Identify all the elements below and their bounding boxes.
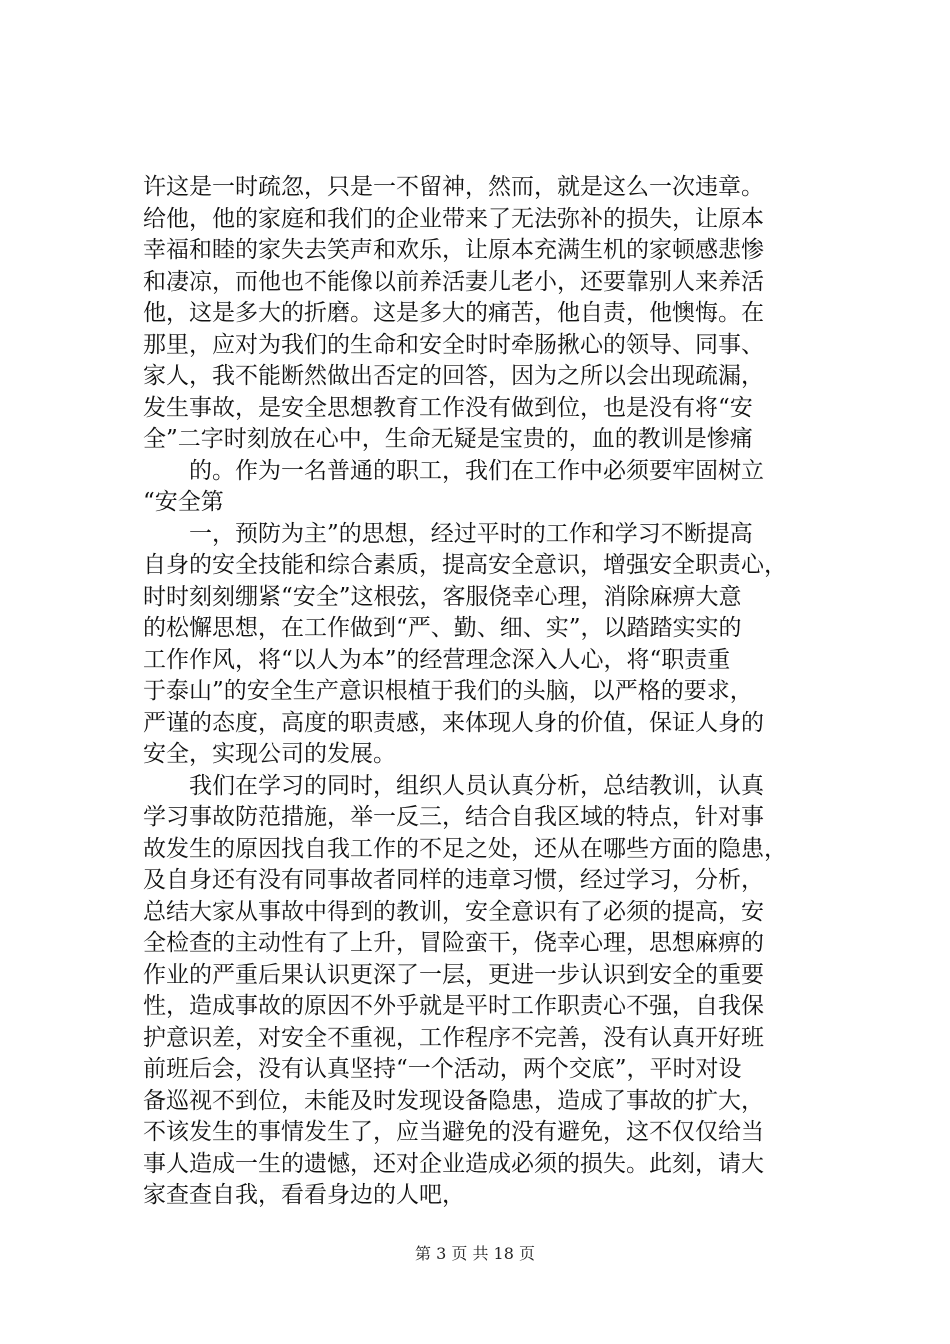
text-line: 事人造成一生的遗憾，还对企业造成必须的损失。此刻，请大: [143, 1150, 764, 1177]
page-number-footer: 第 3 页 共 18 页: [415, 1244, 535, 1263]
text-line: 于泰山”的安全生产意识根植于我们的头脑，以严格的要求，: [143, 678, 753, 704]
text-line: 作业的严重后果认识更深了一层，更进一步认识到安全的重要: [143, 961, 764, 988]
text-line: 的松懈思想，在工作做到“严、勤、细、实”，以踏踏实实的: [143, 615, 742, 641]
text-line: 严谨的态度，高度的职责感，来体现人身的价值，保证人身的: [143, 709, 764, 736]
text-line: “安全第: [143, 489, 224, 515]
text-line: 性，造成事故的原因不外乎就是平时工作职责心不强，自我保: [143, 993, 764, 1019]
text-line: 自身的安全技能和综合素质，提高安全意识，增强安全职责心，: [143, 552, 787, 578]
text-line: 家查查自我，看看身边的人吧，: [143, 1182, 465, 1208]
text-line: 全”二字时刻放在心中，生命无疑是宝贵的，血的教训是惨痛: [143, 426, 753, 452]
text-line: 全检查的主动性有了上升，冒险蛮干，侥幸心理，思想麻痹的: [143, 930, 764, 956]
text-line: 那里，应对为我们的生命和安全时时牵肠揪心的领导、同事、: [143, 331, 764, 358]
text-line: 许这是一时疏忽，只是一不留神，然而，就是这么一次违章。: [143, 174, 764, 200]
text-line: 时时刻刻绷紧“安全”这根弦，客服侥幸心理，消除麻痹大意: [143, 583, 742, 610]
text-line: 不该发生的事情发生了，应当避免的没有避免，这不仅仅给当: [143, 1119, 764, 1145]
text-line: 备巡视不到位，未能及时发现设备隐患，造成了事故的扩大，: [143, 1087, 764, 1114]
text-line: 幸福和睦的家失去笑声和欢乐，让原本充满生机的家顿感悲惨: [143, 237, 764, 263]
text-line: 他，这是多大的折磨。这是多大的痛苦，他自责，他懊悔。在: [143, 300, 764, 326]
text-line: 总结大家从事故中得到的教训，安全意识有了必须的提高，安: [143, 898, 764, 925]
text-line: 护意识差，对安全不重视，工作程序不完善，没有认真开好班: [143, 1024, 764, 1051]
text-line: 一，预防为主”的思想，经过平时的工作和学习不断提高: [143, 520, 753, 547]
text-line: 学习事故防范措施，举一反三，结合自我区域的特点，针对事: [143, 804, 764, 830]
text-line: 前班后会，没有认真坚持“一个活动，两个交底”，平时对设: [143, 1056, 742, 1082]
text-line: 的。作为一名普通的职工，我们在工作中必须要牢固树立: [143, 457, 764, 484]
text-line: 家人，我不能断然做出否定的回答，因为之所以会出现疏漏，: [143, 363, 764, 389]
text-line: 我们在学习的同时，组织人员认真分析，总结教训，认真: [143, 772, 764, 799]
body-text: [143, 172, 843, 1212]
text-line: 故发生的原因找自我工作的不足之处，还从在哪些方面的隐患，: [143, 835, 787, 862]
text-line: 工作作风，将“以人为本”的经营理念深入人心，将“职责重: [143, 646, 731, 673]
text-line: 及自身还有没有同事故者同样的违章习惯，经过学习，分析，: [143, 867, 764, 893]
text-line: 给他，他的家庭和我们的企业带来了无法弥补的损失，让原本: [143, 205, 764, 232]
text-line: 和凄凉，而他也不能像以前养活妻儿老小，还要靠别人来养活: [143, 268, 764, 295]
text-line: 安全，实现公司的发展。: [143, 741, 396, 767]
text-line: 发生事故，是安全思想教育工作没有做到位，也是没有将“安: [143, 394, 753, 421]
